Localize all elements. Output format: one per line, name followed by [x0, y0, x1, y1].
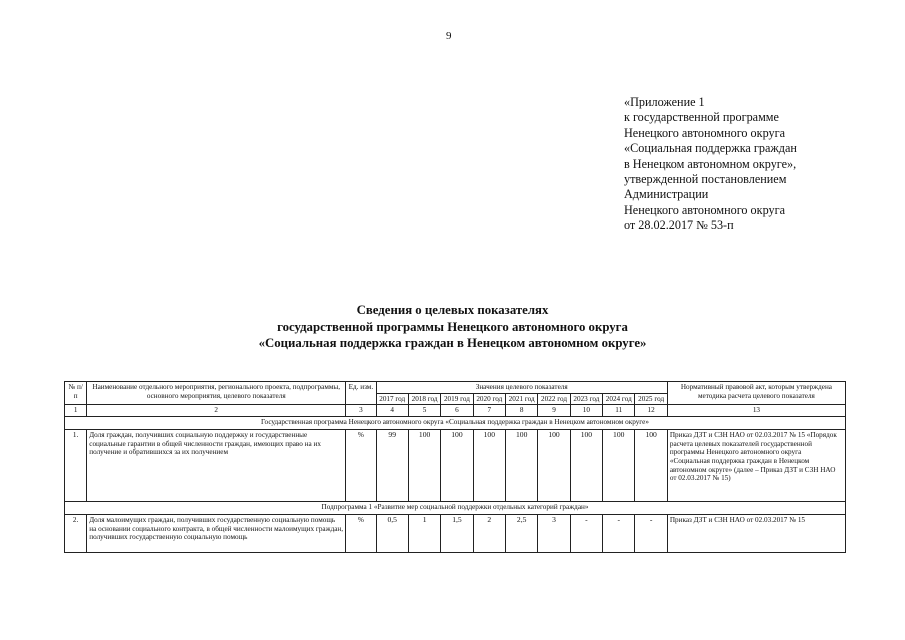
- column-number: 2: [87, 405, 346, 417]
- appendix-block: [624, 95, 797, 234]
- row-value: 100: [441, 430, 473, 502]
- column-number: 5: [408, 405, 440, 417]
- page-number: 9: [446, 30, 452, 42]
- row-value: 2,5: [505, 515, 537, 553]
- header-unit: Ед. изм.: [346, 382, 376, 405]
- row-act: Приказ ДЗТ и СЗН НАО от 02.03.2017 № 15 «Порядок расчета целевых показателей государственной программы Ненецкого автономного округа «Социальная поддержка граждан в Ненецком автономном округе» (далее – Приказ ДЗТ и СЗН НАО от 02.03.2017 № 15): [667, 430, 845, 502]
- row-unit: %: [346, 430, 376, 502]
- header-row-top: [65, 382, 846, 394]
- row-value: 2: [473, 515, 505, 553]
- table-row: [65, 430, 846, 502]
- header-year: 2025 год: [635, 393, 667, 405]
- row-value: 1: [408, 515, 440, 553]
- column-number-row: [65, 405, 846, 417]
- section-subprogram-title: Подпрограмма 1 «Развитие мер социальной поддержки отдельных категорий граждан»: [65, 502, 846, 515]
- column-number: 12: [635, 405, 667, 417]
- header-act: Нормативный правовой акт, которым утверждена методика расчета целевого показателя: [667, 382, 845, 405]
- header-year: 2019 год: [441, 393, 473, 405]
- column-number: 3: [346, 405, 376, 417]
- row-value: 99: [376, 430, 408, 502]
- row-value: 100: [473, 430, 505, 502]
- table-row: [65, 515, 846, 553]
- row-value: 100: [408, 430, 440, 502]
- row-num: 1.: [65, 430, 87, 502]
- row-num: 2.: [65, 515, 87, 553]
- appendix-line: Ненецкого автономного округа: [624, 202, 786, 217]
- title-line: Сведения о целевых показателях: [356, 303, 549, 317]
- appendix-line: к государственной программе: [624, 110, 779, 125]
- title-line: государственной программы Ненецкого автономного округа: [277, 319, 628, 334]
- header-year: 2024 год: [603, 393, 635, 405]
- row-value: -: [603, 515, 635, 553]
- appendix-line: Администрации: [624, 187, 709, 202]
- appendix-line: от 28.02.2017 № 53-п: [624, 218, 734, 233]
- header-year: 2021 год: [505, 393, 537, 405]
- column-number: 1: [65, 405, 87, 417]
- row-value: 100: [505, 430, 537, 502]
- appendix-line: в Ненецком автономном округе»,: [624, 156, 797, 171]
- row-value: 100: [538, 430, 570, 502]
- header-year: 2018 год: [408, 393, 440, 405]
- appendix-line: «Приложение 1: [624, 95, 705, 109]
- row-value: 100: [603, 430, 635, 502]
- column-number: 9: [538, 405, 570, 417]
- indicators-table: [64, 381, 846, 553]
- appendix-line: утвержденной постановлением: [624, 172, 787, 187]
- row-name: Доля малоимущих граждан, получивших государственную социальную помощь на основании социального контракта, в общей численности малоимущих граждан, получивших государственную социальную помощь: [87, 515, 346, 553]
- column-number: 6: [441, 405, 473, 417]
- row-unit: %: [346, 515, 376, 553]
- row-value: -: [635, 515, 667, 553]
- header-name: Наименование отдельного мероприятия, регионального проекта, подпрограммы, основного мероприятия, целевого показателя: [87, 382, 346, 405]
- column-number: 4: [376, 405, 408, 417]
- appendix-line: «Социальная поддержка граждан: [624, 141, 797, 156]
- column-number: 13: [667, 405, 845, 417]
- column-number: 8: [505, 405, 537, 417]
- header-num: № п/п: [65, 382, 87, 405]
- appendix-line: Ненецкого автономного округа: [624, 125, 786, 140]
- title-line: «Социальная поддержка граждан в Ненецком автономном округе»: [258, 336, 647, 351]
- section-row-subprogram: [65, 502, 846, 515]
- row-name: Доля граждан, получивших социальную поддержку и государственные социальные гарантии в общей численности граждан, имеющих право на их получение и обратившихся за их получением: [87, 430, 346, 502]
- row-value: 100: [570, 430, 602, 502]
- header-year: 2022 год: [538, 393, 570, 405]
- header-year: 2020 год: [473, 393, 505, 405]
- row-value: 100: [635, 430, 667, 502]
- row-value: 1,5: [441, 515, 473, 553]
- column-number: 11: [603, 405, 635, 417]
- row-value: 3: [538, 515, 570, 553]
- header-year: 2017 год: [376, 393, 408, 405]
- header-values-group: Значения целевого показателя: [376, 382, 667, 394]
- document-title: [0, 302, 905, 352]
- column-number: 10: [570, 405, 602, 417]
- row-value: 0,5: [376, 515, 408, 553]
- row-act: Приказ ДЗТ и СЗН НАО от 02.03.2017 № 15: [667, 515, 845, 553]
- section-program-title: Государственная программа Ненецкого автономного округа «Социальная поддержка граждан в Ненецком автономном округе»: [65, 417, 846, 430]
- section-row-program: [65, 417, 846, 430]
- header-year: 2023 год: [570, 393, 602, 405]
- row-value: -: [570, 515, 602, 553]
- column-number: 7: [473, 405, 505, 417]
